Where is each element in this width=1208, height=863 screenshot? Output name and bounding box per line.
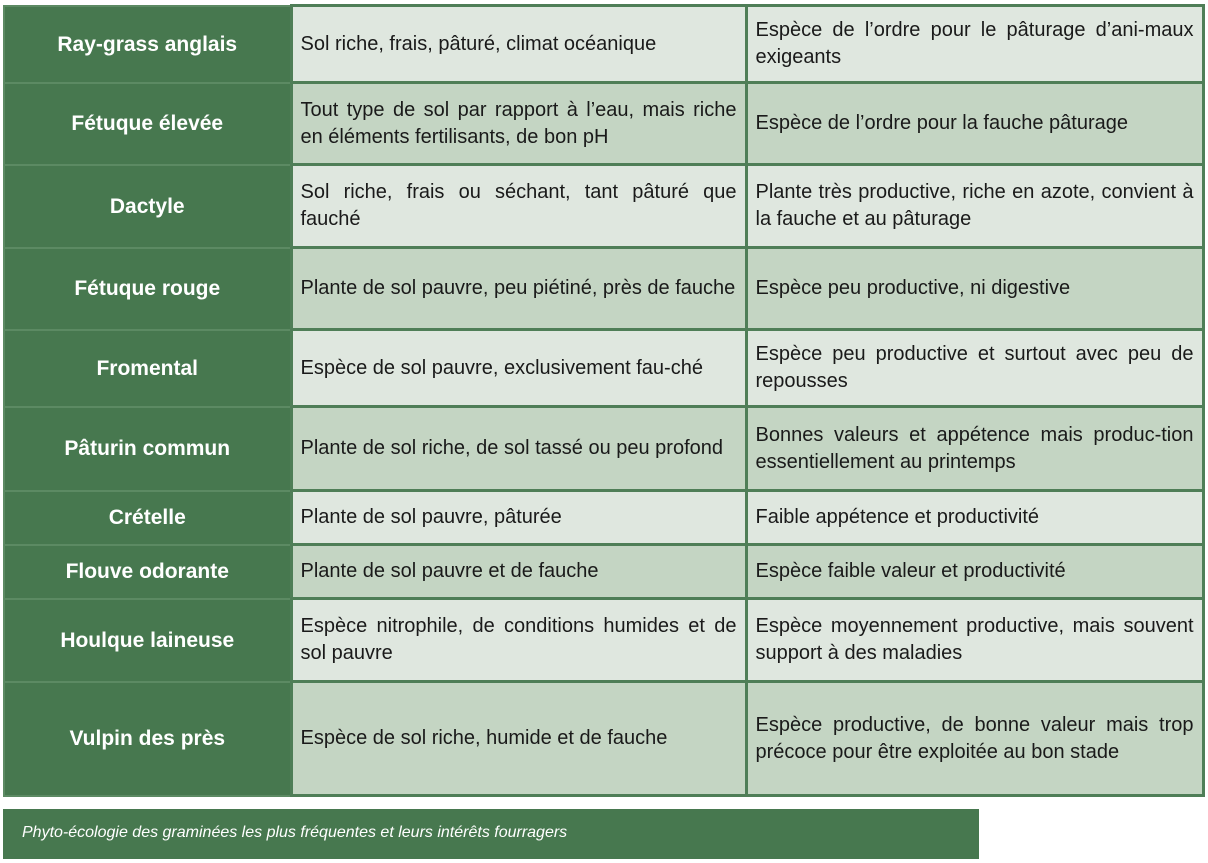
table-row: [4, 83, 1203, 165]
table-row: [4, 165, 1203, 248]
table-row: [4, 407, 1203, 491]
soil-description: Espèce de sol riche, humide et de fauche: [291, 682, 746, 796]
soil-description: Espèce de sol pauvre, exclusivement fau-ché: [291, 330, 746, 407]
species-name: Dactyle: [4, 165, 291, 248]
species-name: Vulpin des près: [4, 682, 291, 796]
species-name: Fétuque élevée: [4, 83, 291, 165]
table-row: [4, 330, 1203, 407]
species-name: Crételle: [4, 491, 291, 545]
table-caption: [3, 809, 979, 859]
fodder-interest: Espèce de l’ordre pour la fauche pâturage: [746, 83, 1203, 165]
soil-description: Sol riche, frais, pâturé, climat océanique: [291, 6, 746, 83]
fodder-interest: Faible appétence et productivité: [746, 491, 1203, 545]
table-row: [4, 682, 1203, 796]
soil-description: Sol riche, frais ou séchant, tant pâturé que fauché: [291, 165, 746, 248]
fodder-interest: Espèce peu productive, ni digestive: [746, 248, 1203, 330]
grass-table: [3, 4, 1205, 797]
fodder-interest: Espèce productive, de bonne valeur mais trop précoce pour être exploitée au bon stade: [746, 682, 1203, 796]
table-row: [4, 248, 1203, 330]
soil-description: Plante de sol pauvre, pâturée: [291, 491, 746, 545]
soil-description: Plante de sol pauvre et de fauche: [291, 545, 746, 599]
species-name: Pâturin commun: [4, 407, 291, 491]
fodder-interest: Bonnes valeurs et appétence mais produc-tion essentiellement au printemps: [746, 407, 1203, 491]
species-name: Flouve odorante: [4, 545, 291, 599]
caption-text: Phyto-écologie des graminées les plus fréquentes et leurs intérêts fourragers: [22, 824, 568, 841]
fodder-interest: Espèce faible valeur et productivité: [746, 545, 1203, 599]
table-row: [4, 6, 1203, 83]
table-row: [4, 599, 1203, 682]
fodder-interest: Plante très productive, riche en azote, convient à la fauche et au pâturage: [746, 165, 1203, 248]
fodder-interest: Espèce peu productive et surtout avec peu de repousses: [746, 330, 1203, 407]
fodder-interest: Espèce moyennement productive, mais souvent support à des maladies: [746, 599, 1203, 682]
species-name: Ray-grass anglais: [4, 6, 291, 83]
soil-description: Plante de sol riche, de sol tassé ou peu profond: [291, 407, 746, 491]
species-name: Fromental: [4, 330, 291, 407]
table-row: [4, 491, 1203, 545]
soil-description: Espèce nitrophile, de conditions humides et de sol pauvre: [291, 599, 746, 682]
fodder-interest: Espèce de l’ordre pour le pâturage d’ani-maux exigeants: [746, 6, 1203, 83]
table-row: [4, 545, 1203, 599]
soil-description: Tout type de sol par rapport à l’eau, mais riche en éléments fertilisants, de bon pH: [291, 83, 746, 165]
species-name: Fétuque rouge: [4, 248, 291, 330]
soil-description: Plante de sol pauvre, peu piétiné, près de fauche: [291, 248, 746, 330]
species-name: Houlque laineuse: [4, 599, 291, 682]
